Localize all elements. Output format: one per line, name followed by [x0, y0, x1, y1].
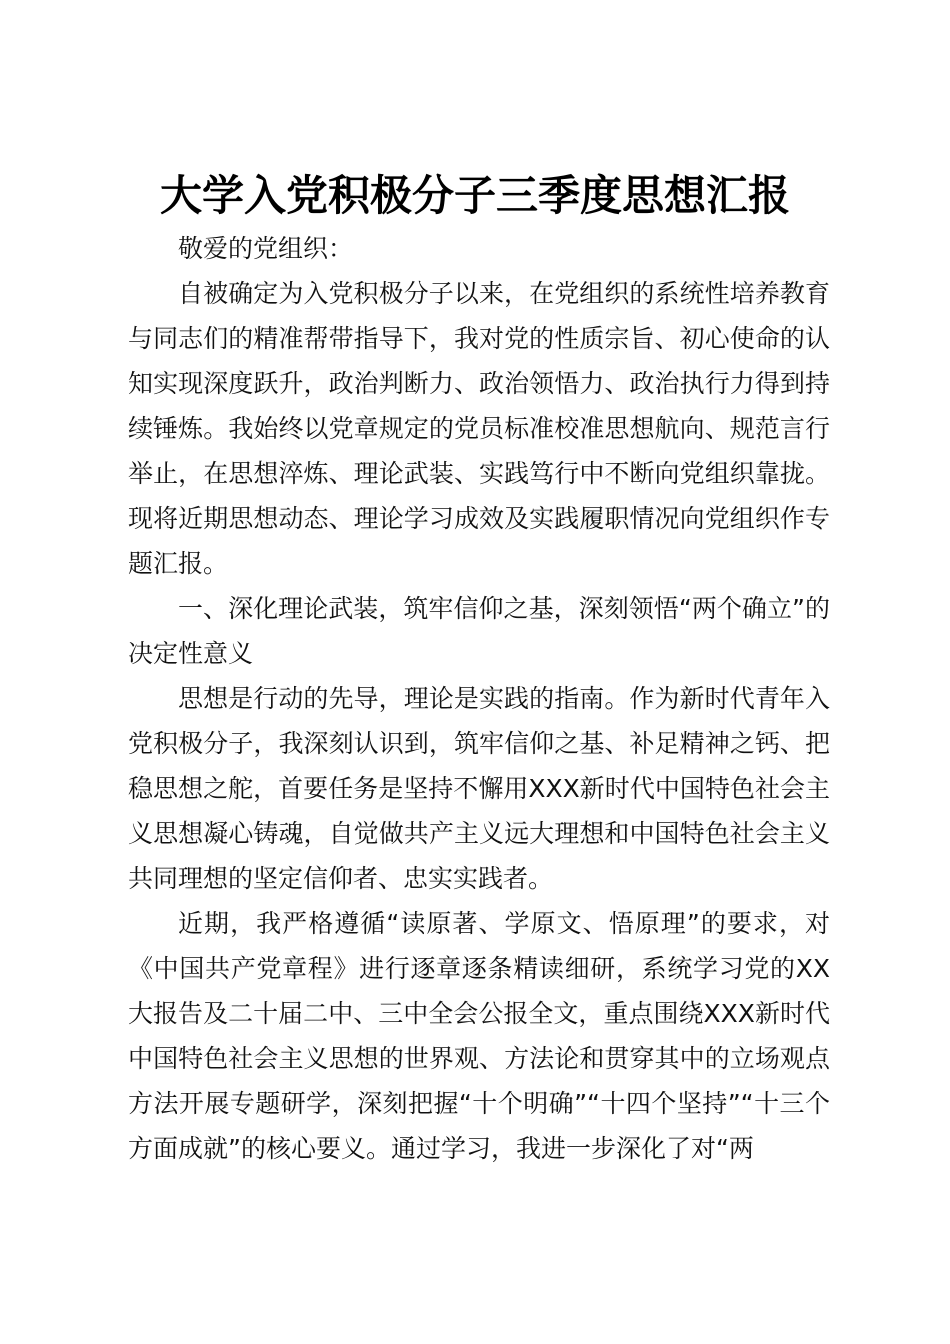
document-body [128, 226, 830, 1171]
intro-paragraph: 自被确定为入党积极分子以来，在党组织的系统性培养教育与同志们的精准帮带指导下，我对党的性质宗旨、初心使命的认知实现深度跃升，政治判断力、政治领悟力、政治执行力得到持续锤炼。我始终以党章规定的党员标准校准思想航向、规范言行举止，在思想淬炼、理论武装、实践笃行中不断向党组织靠拢。现将近期思想动态、理论学习成效及实践履职情况向党组织作专题汇报。 [128, 279, 830, 578]
document-title: 大学入党积极分子三季度思想汇报 [159, 171, 790, 220]
section-heading-1: 一、深化理论武装，筑牢信仰之基，深刻领悟“两个确立”的决定性意义 [128, 594, 830, 668]
section1-paragraph: 思想是行动的先导，理论是实践的指南。作为新时代青年入党积极分子，我深刻认识到，筑牢信仰之基、补足精神之钙、把稳思想之舵，首要任务是坚持不懈用XXX新时代中国特色社会主义思想凝心铸魂，自觉做共产主义远大理想和中国特色社会主义共同理想的坚定信仰者、忠实实践者。 [128, 684, 830, 893]
section1-paragraph: 近期，我严格遵循“读原著、学原文、悟原理”的要求，对《中国共产党章程》进行逐章逐条精读细研，系统学习党的XX大报告及二十届二中、三中全会公报全文，重点围绕XXX新时代中国特色社会主义思想的世界观、方法论和贯穿其中的立场观点方法开展专题研学，深刻把握“十个明确”“十四个坚持”“十三个方面成就”的核心要义。通过学习，我进一步深化了对“两 [128, 909, 830, 1163]
salutation: 敬爱的党组织： [178, 234, 354, 263]
